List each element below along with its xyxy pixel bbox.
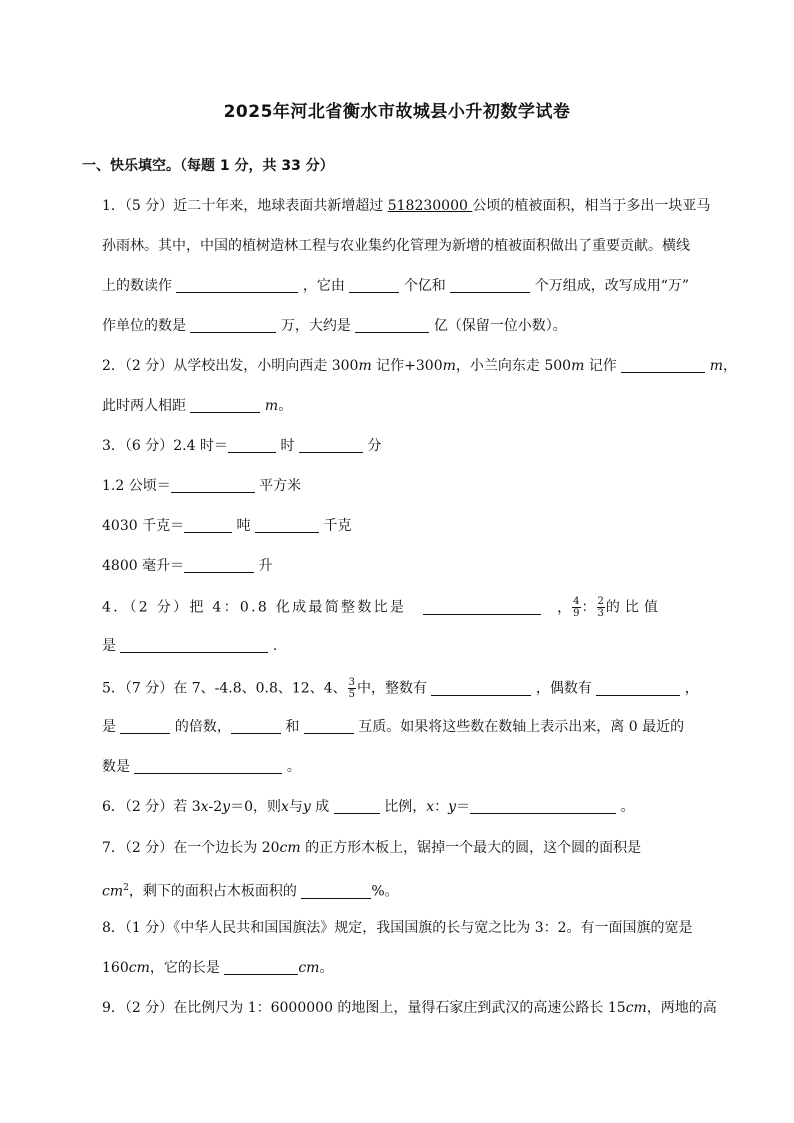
question-text: 1．（5 分）近二十年来，地球表面共新增超过 bbox=[102, 198, 388, 214]
question-text: ， bbox=[723, 358, 737, 374]
answer-blank[interactable] bbox=[190, 317, 276, 333]
answer-blank[interactable] bbox=[231, 718, 281, 734]
question-3-line-2 bbox=[102, 476, 712, 496]
question-3-line-1 bbox=[102, 436, 712, 456]
question-text: ： bbox=[434, 799, 449, 815]
question-text: 分 bbox=[367, 438, 382, 454]
answer-blank[interactable] bbox=[621, 357, 705, 373]
question-text: 4030 千克＝ bbox=[102, 518, 185, 534]
question-text: 160 bbox=[102, 960, 129, 976]
question-7-line-1 bbox=[102, 838, 712, 858]
answer-blank[interactable] bbox=[184, 517, 232, 533]
answer-blank[interactable] bbox=[120, 718, 170, 734]
question-text: ，小兰向东走 500 bbox=[455, 358, 572, 374]
question-text: 比例， bbox=[384, 799, 427, 815]
variable: x bbox=[281, 799, 289, 815]
answer-blank[interactable] bbox=[431, 680, 531, 696]
answer-blank[interactable] bbox=[596, 680, 680, 696]
question-text: 。 bbox=[319, 960, 334, 976]
answer-blank[interactable] bbox=[304, 718, 354, 734]
question-text: 吨 bbox=[236, 518, 251, 534]
question-text: 5．（7 分）在 7、-4.8、0.8、12、4、 bbox=[102, 680, 347, 697]
page-title: 2025年河北省衡水市故城县小升初数学试卷 bbox=[223, 102, 571, 122]
question-text: 1.2 公顷＝ bbox=[102, 478, 171, 494]
question-text: ，它由 bbox=[302, 278, 345, 294]
unit: m bbox=[571, 358, 585, 374]
question-text: 成 bbox=[315, 799, 330, 815]
question-text: 和 bbox=[285, 719, 300, 735]
answer-blank[interactable] bbox=[228, 437, 276, 453]
question-text: 9．（2 分）在比例尺为 1：6000000 的地图上，量得石家庄到武汉的高速公路长 15 bbox=[102, 1000, 626, 1016]
unit: cm bbox=[102, 883, 124, 900]
question-4-line-2 bbox=[102, 636, 712, 656]
question-text: ＝0，则 bbox=[230, 799, 282, 815]
question-text: 升 bbox=[258, 558, 273, 574]
question-text: %。 bbox=[371, 883, 399, 900]
unit: m bbox=[264, 398, 279, 414]
question-text: 上的数读作 bbox=[102, 278, 172, 294]
question-5-line-3 bbox=[102, 757, 712, 777]
question-8-line-2 bbox=[102, 958, 712, 978]
unit: m bbox=[358, 358, 372, 374]
question-text: 公顷的植被面积，相当于多出一块亚马 bbox=[472, 198, 711, 214]
question-text: 互质。如果将这些数在数轴上表示出来，离 0 最近的 bbox=[358, 719, 685, 735]
question-text: 4．（2 分）把 4：0.8 化成最简整数比是 bbox=[102, 599, 407, 616]
question-5-line-2 bbox=[102, 717, 712, 737]
question-text: 记作 bbox=[584, 358, 617, 374]
question-9-line-1 bbox=[102, 998, 717, 1018]
question-text: 记作+300 bbox=[371, 358, 443, 374]
answer-blank[interactable] bbox=[423, 599, 541, 615]
fraction: $\frac{4}{9}$ bbox=[573, 596, 580, 619]
unit: cm bbox=[625, 1000, 647, 1016]
question-text: 2．（2 分）从学校出发，小明向西走 300 bbox=[102, 358, 359, 374]
question-3-line-4 bbox=[102, 556, 712, 576]
question-text: 是 bbox=[102, 719, 116, 735]
answer-blank[interactable] bbox=[450, 277, 530, 293]
unit: cm bbox=[298, 960, 320, 976]
question-1-line-3 bbox=[102, 276, 712, 296]
question-text: ，它的长是 bbox=[149, 960, 220, 976]
question-text: . bbox=[272, 638, 278, 654]
question-5-line-1 bbox=[102, 677, 712, 700]
superscript: 2 bbox=[123, 883, 129, 893]
variable: x bbox=[426, 799, 435, 815]
question-1-line-4 bbox=[102, 316, 712, 336]
fraction: $\frac{3}{5}$ bbox=[348, 677, 355, 700]
question-text: 3．（6 分）2.4 时＝ bbox=[102, 438, 228, 454]
answer-blank[interactable] bbox=[171, 477, 255, 493]
answer-blank[interactable] bbox=[349, 277, 399, 293]
question-1-line-1 bbox=[102, 196, 712, 216]
question-1-line-2: 孙雨林。其中，中国的植树造林工程与农业集约化管理为新增的植被面积做出了重要贡献。横线 bbox=[102, 238, 690, 254]
answer-blank[interactable] bbox=[470, 798, 616, 814]
answer-blank[interactable] bbox=[299, 437, 363, 453]
question-text: 时 bbox=[280, 438, 295, 454]
question-text: 个万组成，改写成用“万” bbox=[534, 278, 690, 294]
question-text: 个亿和 bbox=[403, 278, 446, 294]
question-text: 。 bbox=[278, 398, 293, 414]
question-text: 千克 bbox=[323, 518, 352, 534]
question-text: 的正方形木板上，锯掉一个最大的圆，这个圆的面积是 bbox=[300, 840, 642, 856]
question-text: 亿（保留一位小数）。 bbox=[433, 318, 567, 334]
question-text: 中，整数有 bbox=[356, 680, 427, 697]
question-text: ，偶数有 bbox=[535, 680, 592, 697]
answer-blank[interactable] bbox=[224, 959, 298, 975]
fraction: $\frac{2}{3}$ bbox=[597, 596, 604, 619]
question-text: ，剩下的面积占木板面积的 bbox=[128, 883, 297, 900]
question-4-line-1: 4．（2 分）把 4：0.8 化成最简整数比是 ， $\frac{4}{9}$ ： $\frac{2}{3}$ 的比值 bbox=[102, 596, 663, 619]
question-text: -2 bbox=[208, 799, 223, 815]
question-text: 与 bbox=[288, 799, 303, 815]
question-text: ： bbox=[581, 599, 596, 616]
unit: m bbox=[442, 358, 456, 374]
question-text: ，两地的高 bbox=[646, 1000, 717, 1016]
question-text: 4800 毫升＝ bbox=[102, 558, 185, 574]
question-text: 。 bbox=[620, 799, 635, 815]
variable: y bbox=[222, 799, 231, 815]
answer-blank[interactable] bbox=[184, 557, 254, 573]
unit: cm bbox=[279, 840, 301, 856]
answer-blank[interactable] bbox=[190, 397, 260, 413]
answer-blank[interactable] bbox=[120, 637, 268, 653]
question-2-line-2 bbox=[102, 396, 712, 416]
question-text: 。 bbox=[286, 759, 301, 775]
question-text: 数是 bbox=[102, 759, 130, 775]
answer-blank[interactable] bbox=[255, 517, 319, 533]
question-8-line-1: 8．（1 分）《中华人民共和国国旗法》规定，我国国旗的长与宽之比为 3：2。有一面国旗的宽是 bbox=[102, 920, 693, 936]
section-heading: 一、快乐填空。（每题 1 分，共 33 分） bbox=[82, 158, 334, 174]
question-text: 是 bbox=[102, 638, 116, 654]
question-7-line-2 bbox=[102, 878, 712, 902]
question-text: 的比值 bbox=[605, 599, 663, 616]
question-text: 此时两人相距 bbox=[102, 398, 186, 414]
unit: m bbox=[709, 358, 723, 374]
question-text: 的倍数， bbox=[174, 719, 231, 735]
question-text: 6．（2 分）若 3 bbox=[102, 799, 201, 815]
unit: cm bbox=[128, 960, 150, 976]
answer-blank[interactable] bbox=[355, 317, 429, 333]
underlined-number: 518230000 bbox=[387, 198, 473, 214]
question-text: 作单位的数是 bbox=[102, 318, 186, 334]
question-text: ＝ bbox=[456, 799, 471, 815]
answer-blank[interactable] bbox=[301, 883, 371, 899]
answer-blank[interactable] bbox=[134, 758, 282, 774]
question-2-line-1 bbox=[102, 356, 737, 376]
question-text: 7．（2 分）在一个边长为 20 bbox=[102, 840, 280, 856]
variable: y bbox=[448, 799, 457, 815]
question-text: 万，大约是 bbox=[280, 318, 351, 334]
question-3-line-3 bbox=[102, 516, 712, 536]
variable: y bbox=[302, 799, 311, 815]
question-text: 平方米 bbox=[259, 478, 302, 494]
answer-blank[interactable] bbox=[334, 798, 380, 814]
variable: x bbox=[200, 799, 209, 815]
question-text: ， bbox=[684, 680, 699, 697]
question-6-line-1 bbox=[102, 797, 712, 817]
answer-blank[interactable] bbox=[176, 277, 298, 293]
